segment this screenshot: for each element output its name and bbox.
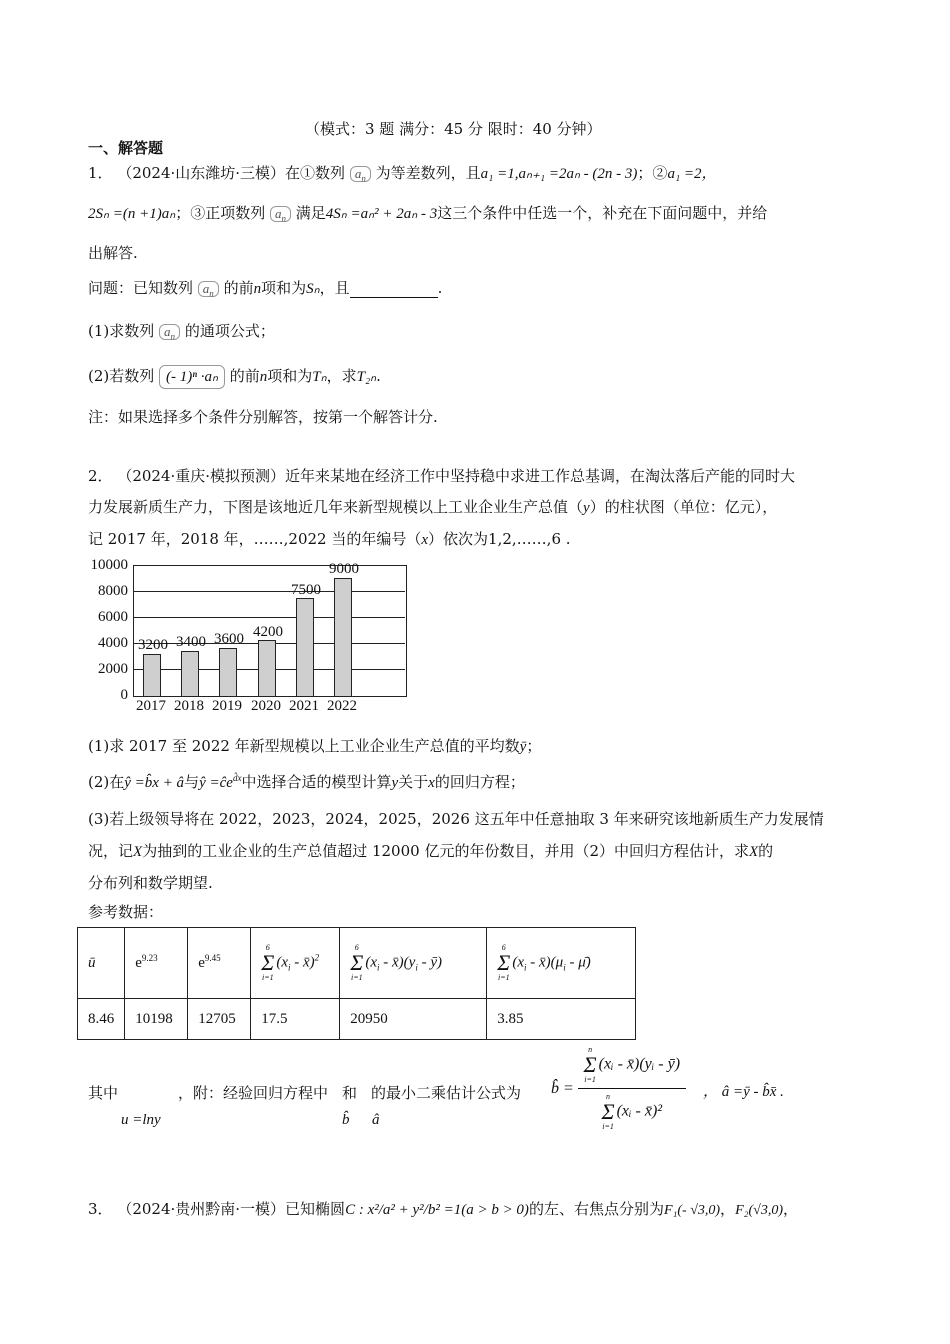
var-y: y xyxy=(583,500,590,516)
bar-label: 3400 xyxy=(176,634,206,650)
bar-2018 xyxy=(181,651,199,696)
condition-2-formula: a₁ =2， xyxy=(667,166,717,182)
q2-text: 力发展新质生产力，下图是该地近几年来新型规模以上工业企业生产总值（ xyxy=(88,498,584,516)
table-value-row xyxy=(78,999,636,1040)
q3-text: ， xyxy=(783,1200,799,1218)
var-Sn: Sₙ xyxy=(306,281,320,297)
header-cell: 6 Σ i=1 ($x_i$ - $x̄)(\mu_i$ - μ̄) xyxy=(487,928,636,999)
q2-source: （2024·重庆·模拟预测） xyxy=(117,467,286,485)
least-squares-formula: b̂ = n Σ i=1 (xᵢ - x̄)(yᵢ - ȳ) n Σ i=1 (xᵢ - x̄)² xyxy=(551,1046,686,1131)
q2-text: ）的柱状图（单位：亿元）， xyxy=(589,498,778,516)
q1-note: 注：如果选择多个条件分别解答，按第一个解答计分. xyxy=(88,408,438,426)
q2-text: (1)求 2017 至 2022 年新型规模以上工业企业生产总值的平均数 xyxy=(88,737,520,755)
bar-chart xyxy=(88,558,378,718)
bar-2022 xyxy=(334,578,352,696)
seq-alternating: (- 1)ⁿ ·aₙ xyxy=(159,365,225,389)
q1-text: 满足 xyxy=(295,204,326,222)
exam-mode-line: （模式：3 题 满分：45 分 限时：40 分钟） xyxy=(305,120,602,138)
q1-text: 在①数列 xyxy=(285,164,346,182)
grid-line xyxy=(133,591,405,592)
q2-number: 2． xyxy=(88,467,113,485)
bar-2020 xyxy=(258,640,276,696)
bar-label: 9000 xyxy=(329,561,359,577)
y-tick: 6000 xyxy=(98,609,128,625)
x-tick: 2022 xyxy=(327,698,357,714)
q1-text: ；② xyxy=(637,164,668,182)
exp-model-formula: ŷ $=ĉe^{d̂x}$ xyxy=(199,773,242,791)
seq-an: $a_n$ xyxy=(159,324,180,340)
q3-source: （2024·贵州黔南·一模） xyxy=(117,1200,286,1218)
section-title: 一、解答题 xyxy=(88,139,164,157)
q2-text: ； xyxy=(526,737,542,755)
q2-text: 近年来某地在经济工作中坚持稳中求进工作总基调，在淘汰落后产能的同时大 xyxy=(285,467,796,485)
value-cell: 17.5 xyxy=(251,999,340,1040)
x-tick: 2021 xyxy=(289,698,319,714)
bar-label: 3200 xyxy=(138,637,168,653)
q1-text: 问题：已知数列 xyxy=(88,279,194,297)
q1-text: 项和为 xyxy=(267,367,313,385)
q2-text: (2)在 xyxy=(88,773,125,791)
header-cell: $e^{9.23}$ xyxy=(125,928,188,999)
note-line xyxy=(88,1082,521,1103)
q3-text: 的左、右焦点分别为 xyxy=(528,1200,664,1218)
q1-line1 xyxy=(88,162,717,183)
seq-an: $a_n$ xyxy=(270,206,291,222)
q2-text: 为抽到的工业企业的生产总值超过 12000 亿元的年份数目，并用（2）中回归方程估计，求 xyxy=(142,842,749,860)
q1-source: （2024·山东潍坊·三模） xyxy=(117,164,286,182)
q2-text: 与 xyxy=(184,773,200,791)
q1-text: ；③正项数列 xyxy=(175,204,266,222)
y-tick: 2000 xyxy=(98,661,128,677)
a-hat: â xyxy=(372,1112,380,1128)
reference-data-table xyxy=(77,927,636,1040)
var-n: n xyxy=(259,369,268,385)
q1-text: 的前 xyxy=(229,367,260,385)
value-cell: 8.46 xyxy=(78,999,125,1040)
q2-text: ）依次为1,2,……,6 . xyxy=(428,530,571,548)
seq-an: $a_n$ xyxy=(198,281,219,297)
grid-line xyxy=(133,617,405,618)
a-hat-formula: ， â =ȳ - b̂x̄ . xyxy=(703,1084,784,1100)
y-tick: 4000 xyxy=(98,635,128,651)
bar-2021 xyxy=(296,598,314,696)
q1-text: . xyxy=(437,279,443,297)
q1-line2 xyxy=(88,202,767,223)
q2-part2 xyxy=(88,771,525,792)
q2-text: 况，记 xyxy=(88,842,134,860)
var-T2n: T₂ₙ xyxy=(356,369,377,385)
q1-text: 的通项公式； xyxy=(184,322,275,340)
var-n: n xyxy=(253,281,262,297)
table-header-row xyxy=(78,928,636,999)
q2-part3-line3: 分布列和数学期望. xyxy=(88,874,213,892)
y-tick: 8000 xyxy=(98,583,128,599)
header-cell: 6 Σ i=1 ($x_i$ - $x̄)(y_i$ - ȳ) xyxy=(340,928,487,999)
header-cell: $e^{9.45}$ xyxy=(188,928,251,999)
value-cell: 3.85 xyxy=(487,999,636,1040)
condition-1-formula: a₁ =1,aₙ₊₁ =2aₙ - (2n - 3) xyxy=(480,166,638,182)
q1-part2 xyxy=(88,365,381,389)
q1-problem xyxy=(88,277,442,298)
q3-line1 xyxy=(88,1198,798,1219)
q2-part3-line1: (3)若上级领导将在 2022，2023，2024，2025，2026 这五年中任意抽取 3 年来研究该地新质生产力发展情 xyxy=(88,810,824,828)
bar-2019 xyxy=(219,648,237,696)
var-X: X xyxy=(133,844,143,860)
q2-text: 关于 xyxy=(398,773,429,791)
q2-text: 中选择合适的模型计算 xyxy=(241,773,392,791)
value-cell: 20950 xyxy=(340,999,487,1040)
q2-line2 xyxy=(88,496,777,517)
linear-model-formula: ŷ =b̂x + â xyxy=(124,775,185,791)
focus-F2: F₂(√3,0) xyxy=(735,1203,783,1218)
q2-text: 记 2017 年，2018 年，……,2022 当的年编号（ xyxy=(88,530,422,548)
q3-text: 已知椭圆 xyxy=(285,1200,346,1218)
q1-text: 项和为 xyxy=(261,279,307,297)
var-Tn: Tₙ xyxy=(312,369,327,385)
var-ybar: ȳ xyxy=(519,739,527,755)
var-x: x xyxy=(421,532,429,548)
fill-blank xyxy=(350,283,438,298)
u-definition: u =lny xyxy=(121,1112,161,1128)
q2-line3 xyxy=(88,528,571,549)
q1-text: 为等差数列，且 xyxy=(375,164,481,182)
q1-number: 1． xyxy=(88,164,113,182)
q2-text: 的 xyxy=(758,842,774,860)
b-hat: b̂ xyxy=(342,1112,350,1128)
condition-2-formula-b: 2Sₙ =(n +1)aₙ xyxy=(88,206,176,222)
q1-text: (1)求数列 xyxy=(88,322,155,340)
bar-label: 3600 xyxy=(214,631,244,647)
q3-number: 3． xyxy=(88,1200,113,1218)
focus-F1: F₁(- √3,0) xyxy=(663,1203,721,1218)
y-tick: 0 xyxy=(120,687,128,703)
q2-text: 的最小二乘估计公式为 xyxy=(371,1084,522,1102)
y-tick: 10000 xyxy=(90,557,128,573)
x-tick: 2017 xyxy=(136,698,166,714)
q2-text: ，附：经验回归方程中 xyxy=(178,1084,329,1102)
q2-text: 其中 xyxy=(88,1084,119,1102)
q2-text: 和 xyxy=(342,1084,358,1102)
q1-line3: 出解答. xyxy=(88,244,138,262)
q1-text: ，且 xyxy=(319,279,350,297)
value-cell: 10198 xyxy=(125,999,188,1040)
q1-text: 的前 xyxy=(223,279,254,297)
q3-text: ， xyxy=(720,1200,736,1218)
q1-text: 这三个条件中任选一个，补充在下面问题中，并给 xyxy=(437,204,768,222)
ellipse-equation: C : x²/a² + y²/b² =1(a > b > 0) xyxy=(345,1202,529,1218)
seq-an: $a_n$ xyxy=(350,166,371,182)
var-X: X xyxy=(749,844,759,860)
bar-2017 xyxy=(143,654,161,696)
q1-part1 xyxy=(88,320,275,341)
x-tick: 2018 xyxy=(174,698,204,714)
var-y: y xyxy=(391,775,399,791)
header-cell: ū xyxy=(78,928,125,999)
q1-text: ，求 xyxy=(326,367,357,385)
q2-part1 xyxy=(88,735,541,756)
bar-label: 7500 xyxy=(291,582,321,598)
q2-part3-line2 xyxy=(88,840,773,861)
q1-text: (2)若数列 xyxy=(88,367,155,385)
x-tick: 2020 xyxy=(251,698,281,714)
header-cell: 6 Σ i=1 ($x_i$ - x̄)$^2$ xyxy=(251,928,340,999)
q2-text: 的回归方程； xyxy=(434,773,525,791)
q1-text: . xyxy=(376,367,381,385)
value-cell: 12705 xyxy=(188,999,251,1040)
reference-data-label: 参考数据： xyxy=(88,903,164,921)
condition-3-formula: 4Sₙ =aₙ² + 2aₙ - 3 xyxy=(325,206,438,222)
x-tick: 2019 xyxy=(212,698,242,714)
var-x: x xyxy=(428,775,435,791)
q2-line1 xyxy=(88,465,795,486)
bar-label: 4200 xyxy=(253,624,283,640)
